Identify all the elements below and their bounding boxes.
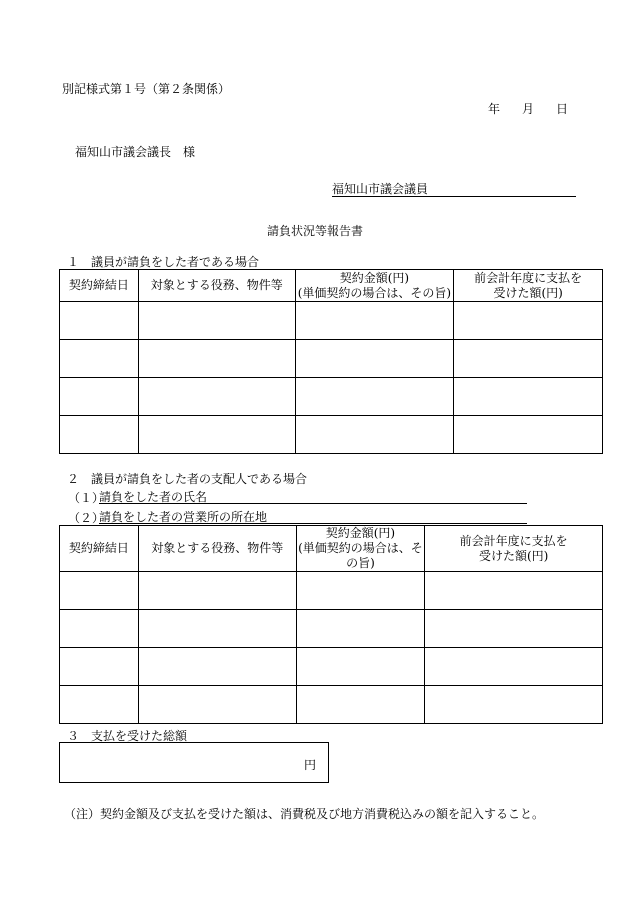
table-header-row (60, 526, 603, 572)
cell[interactable] (295, 416, 454, 454)
cell[interactable] (60, 686, 139, 724)
business-address-field[interactable] (99, 508, 527, 524)
table-row[interactable] (60, 302, 603, 340)
document-title: 請負状況等報告書 (266, 224, 363, 238)
member-name-field[interactable] (332, 180, 576, 197)
section2-table (59, 525, 603, 724)
cell[interactable] (138, 610, 296, 648)
date-day: 日 (556, 102, 569, 116)
cell[interactable] (296, 648, 425, 686)
cell[interactable] (60, 302, 139, 340)
date-year: 年 (488, 102, 501, 116)
section1-table (59, 269, 603, 454)
table-header-row (60, 270, 603, 302)
footnote: （注）契約金額及び支払を受けた額は、消費税及び地方消費税込みの額を記入すること。 (64, 807, 545, 821)
table-row[interactable] (60, 686, 603, 724)
col-subject: 対象とする役務、物件等 (138, 526, 296, 572)
member-label: 福知山市議会議員 (332, 182, 429, 196)
cell[interactable] (296, 686, 425, 724)
table-row[interactable] (60, 416, 603, 454)
form-number: 別記様式第１号（第２条関係） (62, 82, 231, 96)
cell[interactable] (295, 378, 454, 416)
table-row[interactable] (60, 340, 603, 378)
col-contract-date: 契約締結日 (60, 270, 139, 302)
cell[interactable] (60, 572, 139, 610)
table-row[interactable] (60, 378, 603, 416)
cell[interactable] (138, 302, 295, 340)
cell[interactable] (425, 572, 603, 610)
col-paid-amount: 前会計年度に支払を 受けた額(円) (454, 270, 603, 302)
cell[interactable] (454, 302, 603, 340)
cell[interactable] (454, 340, 603, 378)
cell[interactable] (60, 648, 139, 686)
cell[interactable] (60, 610, 139, 648)
cell[interactable] (138, 686, 296, 724)
cell[interactable] (138, 340, 295, 378)
cell[interactable] (295, 302, 454, 340)
col-paid-amount: 前会計年度に支払を 受けた額(円) (425, 526, 603, 572)
cell[interactable] (138, 572, 296, 610)
contractor-name-field[interactable] (99, 488, 527, 504)
section3-heading: ３ 支払を受けた総額 (67, 729, 188, 743)
cell[interactable] (295, 340, 454, 378)
col-subject: 対象とする役務、物件等 (138, 270, 295, 302)
table-row[interactable] (60, 572, 603, 610)
section2-item1-number: （１） (68, 491, 105, 505)
cell[interactable] (138, 378, 295, 416)
table-row[interactable] (60, 610, 603, 648)
col-contract-amount: 契約金額(円) (単価契約の場合は、その旨) (296, 526, 425, 572)
cell[interactable] (454, 378, 603, 416)
business-address-label: 請負をした者の営業所の所在地 (99, 510, 268, 524)
cell[interactable] (138, 416, 295, 454)
cell[interactable] (425, 648, 603, 686)
cell[interactable] (296, 572, 425, 610)
section2-heading: ２ 議員が請負をした者の支配人である場合 (67, 472, 308, 486)
col-contract-amount: 契約金額(円) (単価契約の場合は、その旨) (295, 270, 454, 302)
cell[interactable] (425, 610, 603, 648)
section2-item2-number: （２） (68, 511, 105, 525)
date-line (488, 100, 568, 117)
cell[interactable] (425, 686, 603, 724)
cell[interactable] (138, 648, 296, 686)
section1-heading: １ 議員が請負をした者である場合 (67, 255, 260, 269)
cell[interactable] (60, 340, 139, 378)
cell[interactable] (296, 610, 425, 648)
yen-unit: 円 (303, 758, 316, 772)
contractor-name-label: 請負をした者の氏名 (99, 490, 208, 504)
cell[interactable] (60, 378, 139, 416)
cell[interactable] (60, 416, 139, 454)
cell[interactable] (454, 416, 603, 454)
date-month: 月 (522, 102, 535, 116)
col-contract-date: 契約締結日 (60, 526, 139, 572)
addressee: 福知山市議会議長 様 (75, 145, 196, 159)
table-row[interactable] (60, 648, 603, 686)
total-amount-field[interactable] (59, 742, 329, 783)
